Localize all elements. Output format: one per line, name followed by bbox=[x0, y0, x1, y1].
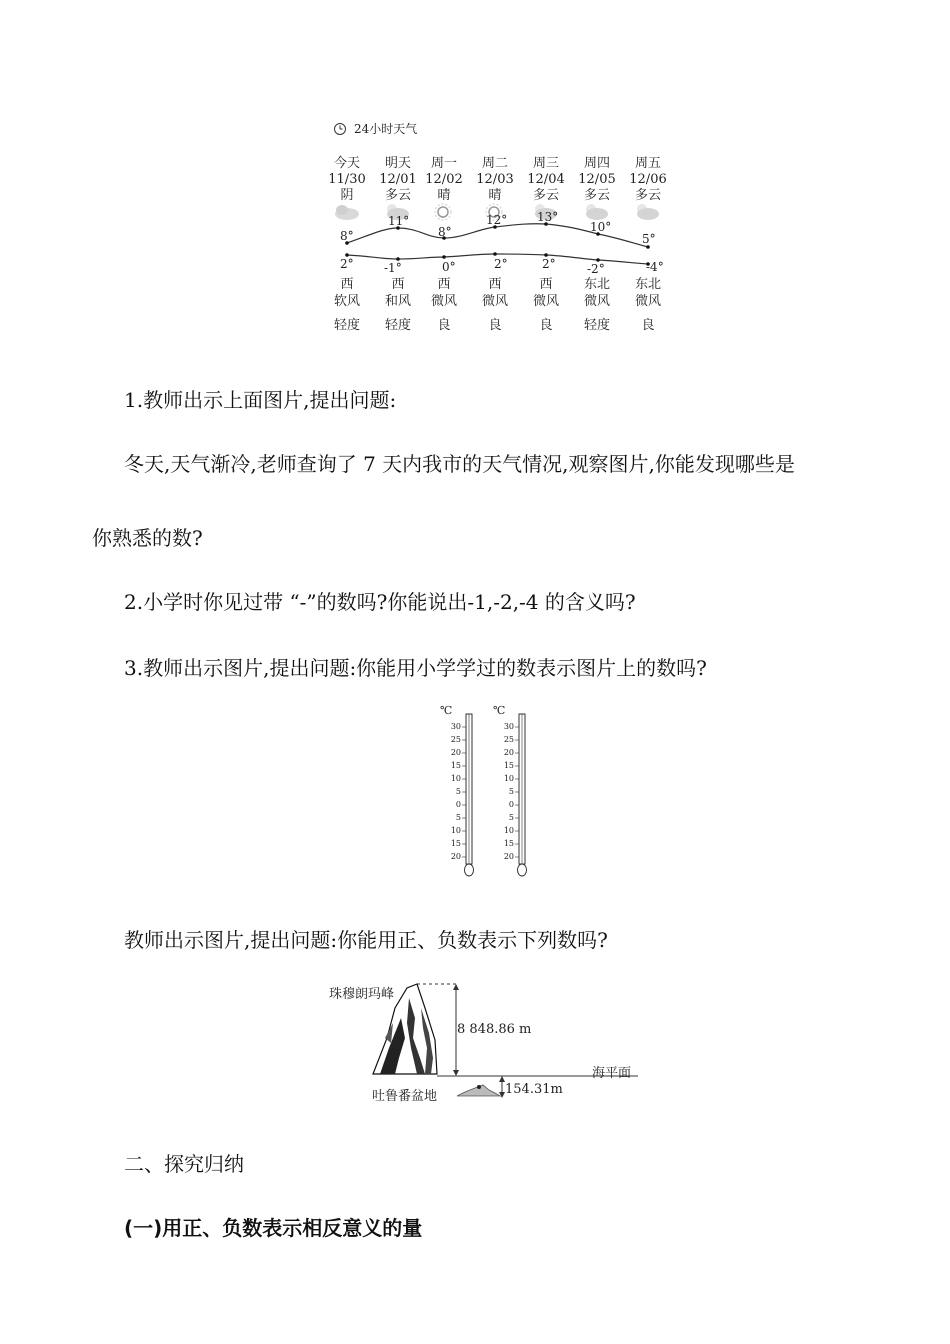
tick-label: 25 bbox=[450, 735, 461, 744]
air-quality-label: 良 bbox=[539, 318, 553, 333]
tick-label: 10 bbox=[503, 774, 514, 783]
tick-label: 0 bbox=[508, 800, 514, 809]
condition-label: 晴 bbox=[437, 188, 451, 203]
weather-day-column bbox=[521, 156, 571, 204]
wind-info: 西 和风 bbox=[384, 277, 411, 309]
paragraph-2-line-2: 你熟悉的数? bbox=[92, 526, 203, 550]
wind-info: 西 微风 bbox=[430, 277, 457, 309]
high-temp-label: 8° bbox=[438, 225, 452, 239]
sunny-icon bbox=[435, 204, 451, 220]
weather-day-column bbox=[470, 156, 520, 204]
paragraph-3: 2.小学时你见过带 “-”的数吗?你能说出-1,-2,-4 的含义吗? bbox=[124, 590, 636, 614]
wind-info: 西 微风 bbox=[481, 277, 508, 309]
paragraph-4: 3.教师出示图片,提出问题:你能用小学学过的数表示图片上的数吗? bbox=[124, 656, 707, 680]
tick-label: 5 bbox=[508, 813, 514, 822]
tick-label: 30 bbox=[450, 722, 461, 731]
air-quality-label: 轻度 bbox=[384, 318, 411, 333]
weather-day-column bbox=[419, 156, 469, 204]
unit-label: ℃ bbox=[440, 704, 453, 717]
tick-label: 20 bbox=[450, 748, 461, 757]
tick-label: 20 bbox=[503, 852, 514, 861]
tick-label: 10 bbox=[450, 826, 461, 835]
low-temp-label: 0° bbox=[442, 260, 456, 274]
date-label: 12/01 bbox=[379, 172, 417, 187]
unit-label: ℃ bbox=[493, 704, 506, 717]
height-label: 8 848.86 m bbox=[457, 1022, 532, 1037]
depth-label: 154.31m bbox=[505, 1082, 563, 1097]
condition-label: 多云 bbox=[634, 188, 661, 203]
tick-label: 10 bbox=[503, 826, 514, 835]
peak-label: 珠穆朗玛峰 bbox=[329, 987, 395, 1002]
air-quality-label: 良 bbox=[437, 318, 451, 333]
paragraph-2-line-1: 冬天,天气渐冷,老师查询了 7 天内我市的天气情况,观察图片,你能发现哪些是 bbox=[124, 452, 795, 476]
partly-cloudy-icon bbox=[586, 204, 608, 220]
high-temp-label: 12° bbox=[486, 213, 508, 227]
date-label: 12/04 bbox=[527, 172, 565, 187]
day-label: 周二 bbox=[481, 156, 508, 171]
basin-icon bbox=[457, 1085, 500, 1096]
day-label: 周三 bbox=[532, 156, 559, 171]
day-label: 明天 bbox=[384, 156, 411, 171]
tick-label: 5 bbox=[455, 813, 461, 822]
low-temp-label: 2° bbox=[494, 257, 508, 271]
thermometer-right bbox=[518, 714, 527, 876]
low-temp-label: -4° bbox=[646, 260, 664, 274]
weather-title: 24小时天气 bbox=[354, 122, 418, 136]
date-label: 12/06 bbox=[629, 172, 667, 187]
cloudy-icon bbox=[335, 205, 359, 220]
basin-label: 吐鲁番盆地 bbox=[372, 1089, 438, 1104]
tick-label: 15 bbox=[450, 839, 461, 848]
subsection-heading: (一)用正、负数表示相反意义的量 bbox=[124, 1216, 423, 1240]
tick-label: 15 bbox=[450, 761, 461, 770]
tick-label: 25 bbox=[503, 735, 514, 744]
date-label: 12/02 bbox=[425, 172, 463, 187]
tick-label: 5 bbox=[508, 787, 514, 796]
date-label: 11/30 bbox=[328, 172, 366, 187]
high-temp-label: 10° bbox=[590, 220, 612, 234]
tick-label: 20 bbox=[450, 852, 461, 861]
low-temp-label: -2° bbox=[587, 262, 605, 276]
condition-label: 阴 bbox=[340, 188, 354, 203]
weather-day-column bbox=[322, 156, 372, 204]
low-temp-label: 2° bbox=[542, 257, 556, 271]
high-temp-label: 13° bbox=[537, 210, 559, 224]
tick-label: 0 bbox=[455, 800, 461, 809]
section-heading: 二、探究归纳 bbox=[124, 1152, 244, 1176]
air-quality-label: 轻度 bbox=[583, 318, 610, 333]
weather-day-column bbox=[623, 156, 673, 204]
tick-label: 20 bbox=[503, 748, 514, 757]
low-temp-label: 2° bbox=[340, 257, 354, 271]
day-label: 今天 bbox=[333, 156, 360, 171]
condition-label: 晴 bbox=[488, 188, 502, 203]
tick-label: 10 bbox=[450, 774, 461, 783]
wind-info: 西 软风 bbox=[333, 277, 360, 309]
weather-day-column bbox=[373, 156, 423, 204]
thermometer-left bbox=[465, 714, 474, 876]
high-temp-label: 5° bbox=[642, 232, 656, 246]
paragraph-5: 教师出示图片,提出问题:你能用正、负数表示下列数吗? bbox=[124, 928, 608, 952]
tick-label: 15 bbox=[503, 839, 514, 848]
condition-label: 多云 bbox=[532, 188, 559, 203]
clock-icon bbox=[335, 124, 346, 135]
air-quality-label: 轻度 bbox=[333, 318, 360, 333]
tick-label: 15 bbox=[503, 761, 514, 770]
tick-label: 30 bbox=[503, 722, 514, 731]
air-quality-label: 良 bbox=[488, 318, 502, 333]
sea-level-label: 海平面 bbox=[592, 1066, 632, 1081]
day-label: 周五 bbox=[634, 156, 661, 171]
day-label: 周一 bbox=[430, 156, 457, 171]
date-label: 12/05 bbox=[578, 172, 616, 187]
partly-cloudy-icon bbox=[637, 204, 659, 220]
day-label: 周四 bbox=[583, 156, 610, 171]
thermometers-figure bbox=[436, 700, 536, 880]
weather-day-column bbox=[572, 156, 622, 204]
condition-label: 多云 bbox=[583, 188, 610, 203]
weather-figure bbox=[328, 118, 673, 336]
wind-info: 西 微风 bbox=[532, 277, 559, 309]
paragraph-1: 1.教师出示上面图片,提出问题: bbox=[124, 388, 397, 412]
high-temp-label: 8° bbox=[340, 229, 354, 243]
date-label: 12/03 bbox=[476, 172, 514, 187]
mountain-figure bbox=[325, 978, 645, 1106]
low-temp-label: -1° bbox=[384, 261, 402, 275]
tick-label: 5 bbox=[455, 787, 461, 796]
high-temp-label: 11° bbox=[388, 214, 410, 228]
wind-info: 东北 微风 bbox=[634, 277, 661, 309]
wind-info: 东北 微风 bbox=[583, 277, 610, 309]
air-quality-label: 良 bbox=[641, 318, 655, 333]
condition-label: 多云 bbox=[384, 188, 411, 203]
